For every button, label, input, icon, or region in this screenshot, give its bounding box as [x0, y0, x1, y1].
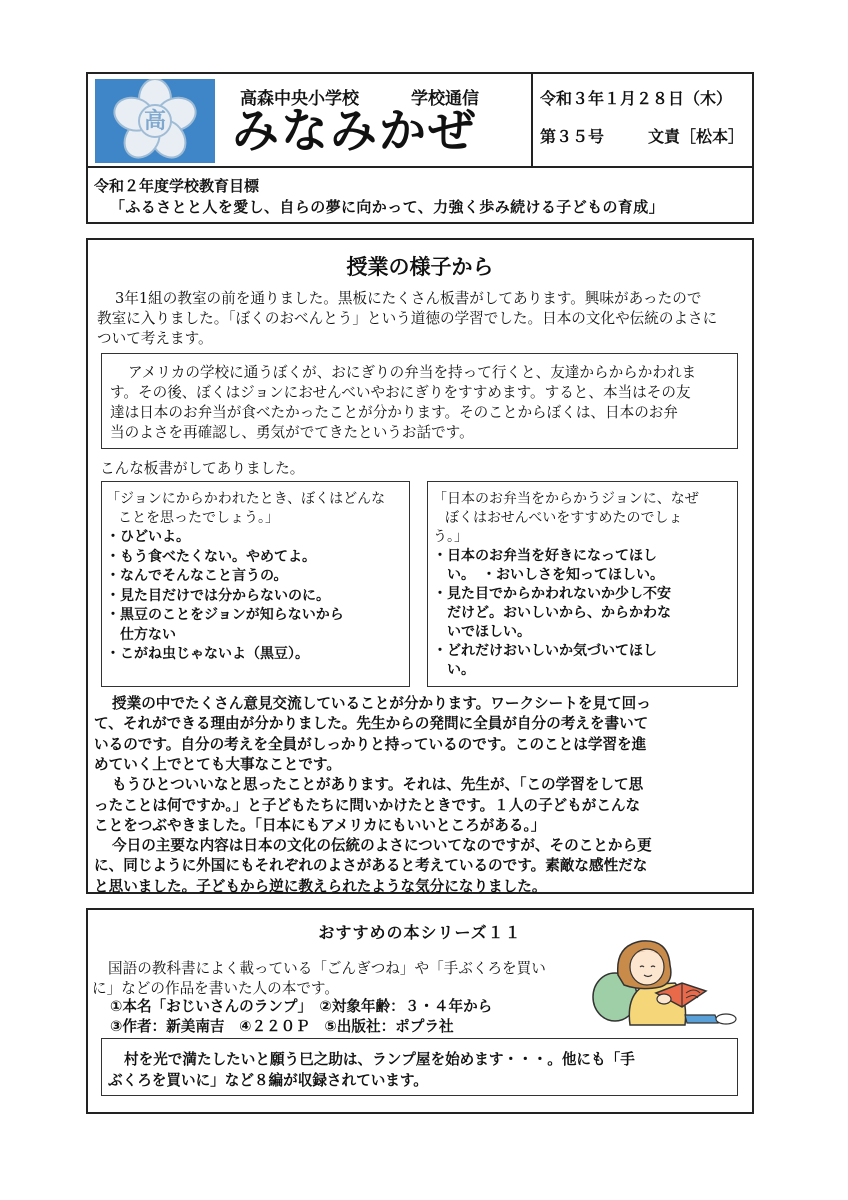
board-right-answer: い。 — [433, 662, 475, 678]
book-detail-line: ③作者：新美南吉 ④２２０Ｐ ⑤出版社：ポプラ社 — [110, 1017, 454, 1035]
goal-text: 「ふるさとと人を愛し、自らの夢に向かって、力強く歩み続ける子どもの育成」 — [110, 198, 665, 216]
school-name: 高森中央小学校 — [240, 89, 359, 109]
board-right-question: 「日本のお弁当をからかうジョンに、なぜ — [433, 491, 699, 507]
reading-girl-illustration — [590, 935, 740, 1027]
lesson-body-line: 授業の中でたくさん意見交流していることが分かります。ワークシートを見て回っ — [112, 695, 651, 712]
story-line: す。その後、ぼくはジョンにおせんべいやおにぎりをすすめます。すると、本当はその友 — [110, 384, 691, 401]
editor-credit: 文責［松本］ — [648, 127, 745, 146]
issue-date: 令和３年１月２８日（木） — [540, 89, 733, 108]
book-summary-line: 村を光で満たしたいと願う巳之助は、ランプ屋を始めます・・・。他にも「手 — [124, 1051, 635, 1068]
lesson-intro-line: 教室に入りました。「ぼくのおべんとう」という道徳の学習でした。日本の文化や伝統のよさに — [97, 310, 718, 327]
board-left-answer: ・こがね虫じゃないよ（黒豆）。 — [106, 646, 309, 662]
lesson-body-line: ったことは何ですか。」と子どもたちに問いかけたときです。１人の子どもがこんな — [94, 796, 641, 814]
newsletter-type: 学校通信 — [411, 89, 479, 109]
lesson-body-line: ことをつぶやきました。「日本にもアメリカにもいいところがある。」 — [94, 816, 546, 834]
lesson-body-line: もうひとついいなと思ったことがあります。それは、先生が、「この学習をして思 — [112, 776, 644, 794]
newsletter-title: みなみかぜ — [232, 104, 477, 159]
board-right-question: う。」 — [433, 529, 468, 545]
lesson-title: 授業の様子から — [346, 255, 494, 279]
board-left-answer: ・ひどいよ。 — [106, 529, 190, 545]
goal-heading: 令和２年度学校教育目標 — [94, 177, 260, 195]
book-summary-line: ぶくろを買いに」など８編が収録されています。 — [108, 1072, 428, 1089]
reading-girl-icon — [590, 935, 740, 1027]
lesson-body-line: いるのです。自分の考えを全員がしっかりと持っているのです。このことは学習を進 — [94, 735, 647, 753]
book-intro-line: 国語の教科書によく載っている「ごんぎつね」や「手ぶくろを買い — [108, 960, 546, 977]
school-logo — [95, 79, 215, 163]
story-line: アメリカの学校に通うぼくが、おにぎりの弁当を持って行くと、友達からからかわれま — [128, 364, 697, 381]
lesson-body-line: めていく上でとても大事なことです。 — [94, 755, 341, 773]
issue-number: 第３５号 — [540, 127, 605, 146]
board-left-answer: ・もう食べたくない。やめてよ。 — [106, 548, 316, 565]
book-detail-line: ①本名「おじいさんのランプ」 ②対象年齢：３・４年から — [110, 998, 493, 1015]
board-right-question: ぼくはおせんべいをすすめたのでしょ — [445, 510, 683, 526]
lesson-body-line: に、同じように外国にもそれぞれのよさがあると考えているのです。素敵な感性だな — [94, 857, 648, 875]
story-line: 当のよさを再確認し、勇気がでてきたというお話です。 — [110, 424, 474, 441]
board-left-answer: 仕方ない — [106, 626, 176, 643]
lesson-intro-line: 3年1組の教室の前を通りました。黒板にたくさん板書がしてあります。興味があったので — [115, 290, 702, 307]
lesson-body-line: と思いました。子どもから逆に教えられたような気分になりました。 — [94, 877, 547, 895]
board-left-answer: ・見た目だけでは分からないのに。 — [106, 587, 330, 604]
board-left-question: 「ジョンにからかわれたとき、ぼくはどんな — [106, 491, 386, 507]
board-intro: こんな板書がしてありました。 — [100, 460, 305, 477]
board-right-answer: いでほしい。 — [433, 624, 531, 640]
masthead-divider — [531, 72, 533, 168]
board-right-answer: ・日本のお弁当を好きになってほし — [433, 548, 657, 564]
book-intro-line: に」などの作品を書いた人の本です。 — [92, 980, 339, 997]
board-right-content — [433, 490, 733, 680]
board-right-answer: だけど。おいしいから、からかわな — [433, 605, 671, 621]
book-section-title: おすすめの本シリーズ１１ — [318, 923, 522, 942]
board-left-answer: ・なんでそんなこと言うの。 — [106, 568, 288, 584]
lesson-body-line: て、それができる理由が分かりました。先生からの発問に全員が自分の考えを書いて — [94, 715, 649, 733]
story-line: 達は日本のお弁当が食べたかったことが分かります。そのことからぼくは、日本のお弁 — [110, 404, 678, 421]
board-left-question: ことを思ったでしょう。」 — [118, 510, 279, 526]
board-left-content — [106, 490, 406, 665]
cherry-blossom-icon — [95, 79, 215, 163]
board-right-answer: い。 ・おいしさを知ってほしい。 — [433, 567, 664, 583]
board-right-answer: ・どれだけおいしいか気づいてほし — [433, 643, 657, 659]
lesson-body-line: 今日の主要な内容は日本の文化の伝統のよさについてなのですが、そのことから更 — [112, 837, 652, 855]
board-right-answer: ・見た目でからかわれないか少し不安 — [433, 586, 671, 602]
logo-mark: 高 — [143, 109, 167, 134]
board-left-answer: ・黒豆のことをジョンが知らないから — [106, 607, 344, 623]
lesson-intro-line: ついて考えます。 — [97, 330, 213, 347]
